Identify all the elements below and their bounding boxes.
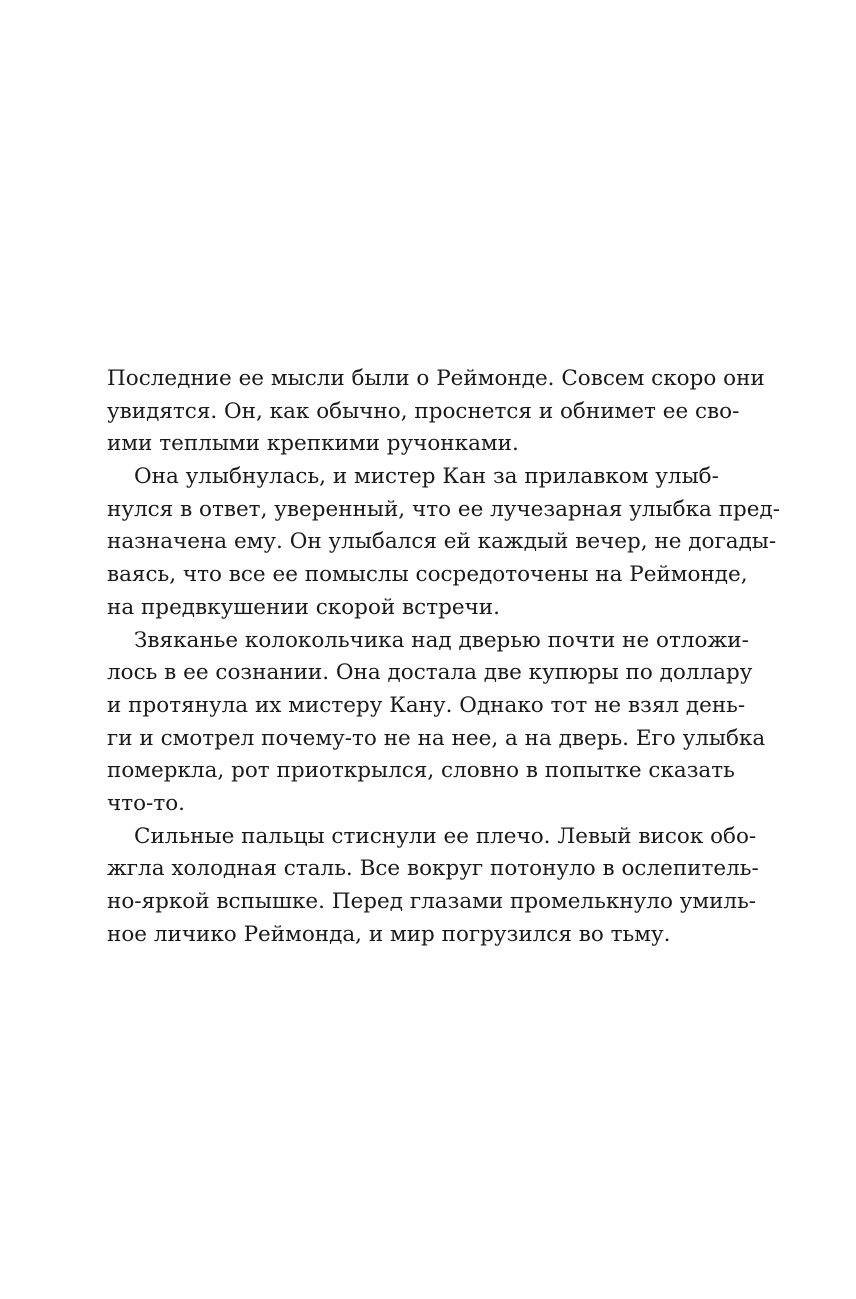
text-line: лось в ее сознании. Она достала две купюры по доллару (107, 660, 753, 686)
text-line: ги и смотрел почему-то не на нее, а на дверь. Его улыбка (107, 725, 766, 751)
text-line: Сильные пальцы стиснули ее плечо. Левый висок обо- (134, 823, 757, 849)
text-line: Звяканье колокольчика над дверью почти не отложи- (134, 627, 749, 653)
text-line: нулся в ответ, уверенный, что ее лучезарная улыбка пред- (107, 496, 781, 522)
paragraph-3 (107, 625, 766, 821)
text-line: Последние ее мысли были о Реймонде. Совсем скоро они (107, 366, 765, 391)
text-line: что-то. (107, 790, 185, 816)
paragraph-2 (107, 461, 781, 624)
text-line: Она улыбнулась, и мистер Кан за прилавком улыб- (134, 464, 719, 490)
paragraph-1 (107, 363, 765, 461)
text-line: померкла, рот приоткрылся, словно в попытке сказать (107, 758, 735, 784)
text-line: но-яркой вспышке. Перед глазами промелькнуло умиль- (107, 889, 757, 914)
text-line: и протянула их мистеру Кану. Однако тот не взял день- (107, 692, 746, 718)
text-line: жгла холодная сталь. Все вокруг потонуло в ослепитель- (107, 856, 759, 882)
text-line: назначена ему. Он улыбался ей каждый вечер, не догады- (107, 529, 777, 555)
text-line: увидятся. Он, как обычно, проснется и обнимет ее сво- (107, 398, 740, 424)
paragraph-4 (107, 821, 759, 952)
text-line: ими теплыми крепкими ручонками. (107, 431, 519, 457)
body-text (107, 363, 781, 951)
text-line: на предвкушении скорой встречи. (107, 594, 500, 620)
text-line: ваясь, что все ее помыслы сосредоточены на Реймонде, (107, 562, 748, 588)
text-line: ное личико Реймонда, и мир погрузился во тьму. (107, 921, 671, 947)
